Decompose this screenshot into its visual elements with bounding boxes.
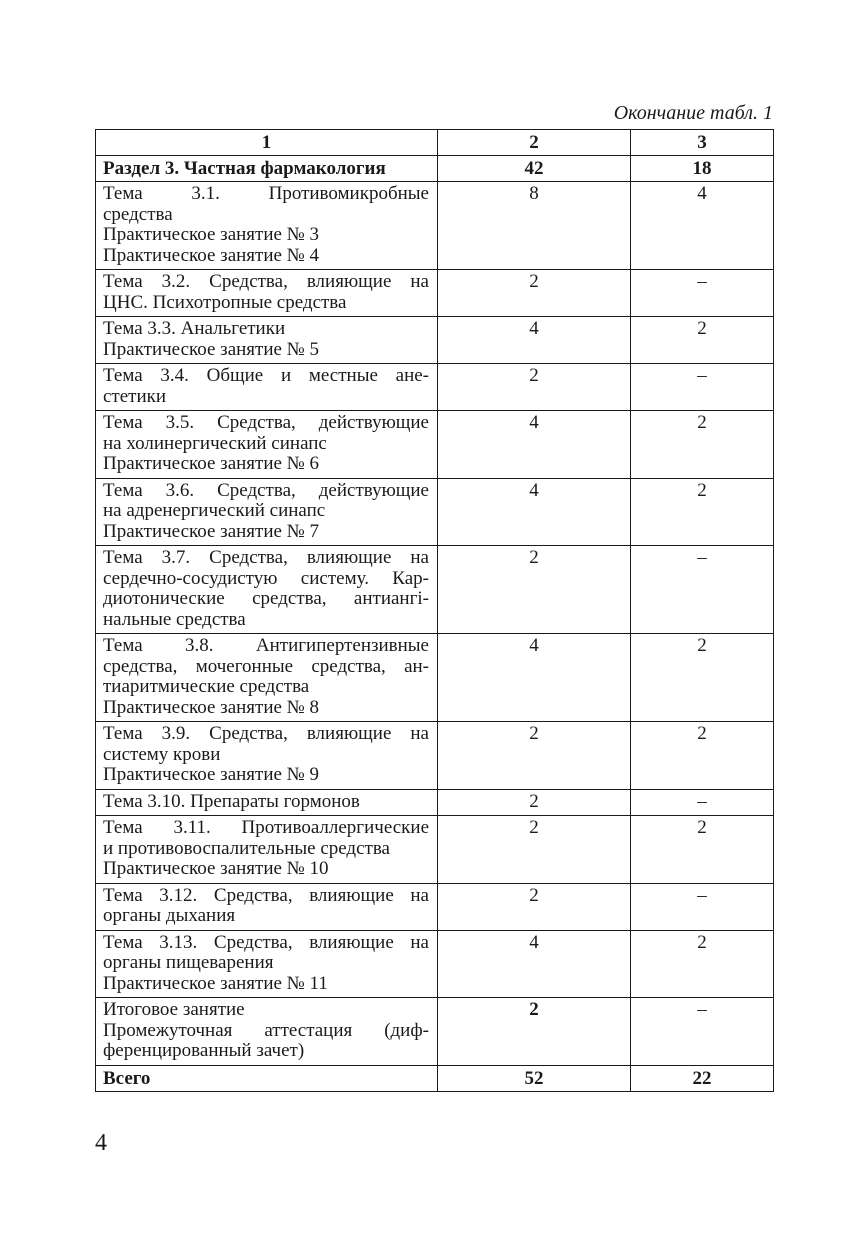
topic-line: Тема 3.13. Средства, влияющие на <box>103 931 429 953</box>
hours-total: 2 <box>438 816 631 884</box>
table-row <box>96 634 774 722</box>
topic-line: Практическое занятие № 7 <box>103 520 320 542</box>
table-row <box>96 546 774 634</box>
hours-practice: – <box>631 883 774 930</box>
topic-cell <box>96 998 438 1066</box>
topic-cell <box>96 182 438 270</box>
header-cell-1: 1 <box>96 130 438 156</box>
hours-total: 2 <box>438 546 631 634</box>
table-row <box>96 317 774 364</box>
topic-line: средства <box>103 203 173 225</box>
topic-line: Практическое занятие № 4 <box>103 244 320 266</box>
table-row <box>96 722 774 790</box>
topic-line: и противовоспалительные средства <box>103 837 390 859</box>
topic-line: органы пищеварения <box>103 952 274 973</box>
topic-line: Тема 3.7. Средства, влияющие на <box>103 547 429 568</box>
topic-line: Практическое занятие № 5 <box>103 338 320 360</box>
topic-line: Тема 3.3. Анальгетики <box>103 318 286 339</box>
total-hours: 52 <box>438 1065 631 1091</box>
topic-line: сердечно-сосудистую систему. Кар- <box>103 567 429 589</box>
hours-total: 2 <box>438 364 631 411</box>
table-row <box>96 411 774 479</box>
topic-cell <box>96 478 438 546</box>
topic-line: Промежуточная аттестация (диф- <box>103 1019 429 1041</box>
hours-practice: 2 <box>631 930 774 998</box>
hours-total: 8 <box>438 182 631 270</box>
hours-total: 4 <box>438 317 631 364</box>
hours-practice: – <box>631 789 774 816</box>
hours-practice: – <box>631 546 774 634</box>
hours-total: 2 <box>438 998 631 1066</box>
topic-line: ЦНС. Психотропные средства <box>103 291 347 313</box>
topic-line: Тема 3.5. Средства, действующие <box>103 412 429 433</box>
topic-line: Практическое занятие № 6 <box>103 453 320 474</box>
topic-line: Тема 3.6. Средства, действующие <box>103 479 429 501</box>
hours-total: 4 <box>438 411 631 479</box>
table-header-row <box>96 130 774 156</box>
table-row <box>96 478 774 546</box>
hours-total: 2 <box>438 883 631 930</box>
topic-line: Практическое занятие № 11 <box>103 972 328 994</box>
topic-line: Тема 3.1. Противомикробные <box>103 183 429 204</box>
topic-cell <box>96 317 438 364</box>
topic-cell <box>96 722 438 790</box>
hours-practice: 2 <box>631 411 774 479</box>
topic-cell <box>96 364 438 411</box>
topic-line: Тема 3.8. Антигипертензивные <box>103 635 429 656</box>
hours-practice: – <box>631 998 774 1066</box>
table-row <box>96 930 774 998</box>
topic-line: Итоговое занятие <box>103 999 245 1020</box>
topic-line: Тема 3.11. Противоаллергические <box>103 817 429 838</box>
topic-cell <box>96 634 438 722</box>
topic-line: Тема 3.10. Препараты гормонов <box>103 790 360 812</box>
section-hours-practice: 18 <box>631 156 774 182</box>
topic-line: ференцированный зачет) <box>103 1040 305 1061</box>
hours-practice: 2 <box>631 816 774 884</box>
topic-line: нальные средства <box>103 608 246 630</box>
section-title: Раздел 3. Частная фармакология <box>96 156 438 182</box>
hours-practice: – <box>631 270 774 317</box>
topic-line: Тема 3.9. Средства, влияющие на <box>103 723 429 744</box>
topic-line: Практическое занятие № 8 <box>103 696 320 718</box>
topic-line: Тема 3.2. Средства, влияющие на <box>103 271 429 292</box>
topic-line: на адренергический синапс <box>103 500 326 521</box>
section-hours-total: 42 <box>438 156 631 182</box>
topic-line: на холинергический синапс <box>103 432 327 454</box>
topic-line: стетики <box>103 385 167 407</box>
table-row <box>96 883 774 930</box>
topic-line: Тема 3.12. Средства, влияющие на <box>103 884 429 906</box>
hours-practice: 2 <box>631 722 774 790</box>
topic-cell <box>96 411 438 479</box>
hours-total: 4 <box>438 478 631 546</box>
topic-cell <box>96 789 438 816</box>
table-row <box>96 182 774 270</box>
topic-cell <box>96 546 438 634</box>
table-row <box>96 816 774 884</box>
hours-total: 2 <box>438 270 631 317</box>
curriculum-table <box>95 129 774 1092</box>
topic-line: систему крови <box>103 743 221 765</box>
topic-line: Практическое занятие № 10 <box>103 858 329 879</box>
topic-line: Тема 3.4. Общие и местные ане- <box>103 365 429 386</box>
hours-total: 4 <box>438 634 631 722</box>
table-row <box>96 270 774 317</box>
table-row <box>96 998 774 1066</box>
topic-cell <box>96 270 438 317</box>
hours-practice: 2 <box>631 634 774 722</box>
total-label: Всего <box>96 1065 438 1091</box>
header-cell-3: 3 <box>631 130 774 156</box>
topic-line: Практическое занятие № 9 <box>103 764 320 785</box>
topic-line: Практическое занятие № 3 <box>103 224 320 245</box>
topic-cell <box>96 883 438 930</box>
total-row <box>96 1065 774 1091</box>
table-row <box>96 364 774 411</box>
hours-total: 4 <box>438 930 631 998</box>
hours-practice: – <box>631 364 774 411</box>
topic-cell <box>96 816 438 884</box>
topic-line: диотонические средства, антиангi- <box>103 588 429 609</box>
hours-practice: 2 <box>631 317 774 364</box>
topic-line: средства, мочегонные средства, ан- <box>103 655 429 677</box>
section-row <box>96 156 774 182</box>
hours-practice: 2 <box>631 478 774 546</box>
total-practice: 22 <box>631 1065 774 1091</box>
hours-total: 2 <box>438 789 631 816</box>
topic-line: органы дыхания <box>103 905 236 926</box>
table-caption: Окончание табл. 1 <box>613 102 773 124</box>
topic-line: тиаритмические средства <box>103 676 310 697</box>
header-cell-2: 2 <box>438 130 631 156</box>
table-row <box>96 789 774 816</box>
hours-total: 2 <box>438 722 631 790</box>
topic-cell <box>96 930 438 998</box>
page-number: 4 <box>95 1130 107 1156</box>
hours-practice: 4 <box>631 182 774 270</box>
